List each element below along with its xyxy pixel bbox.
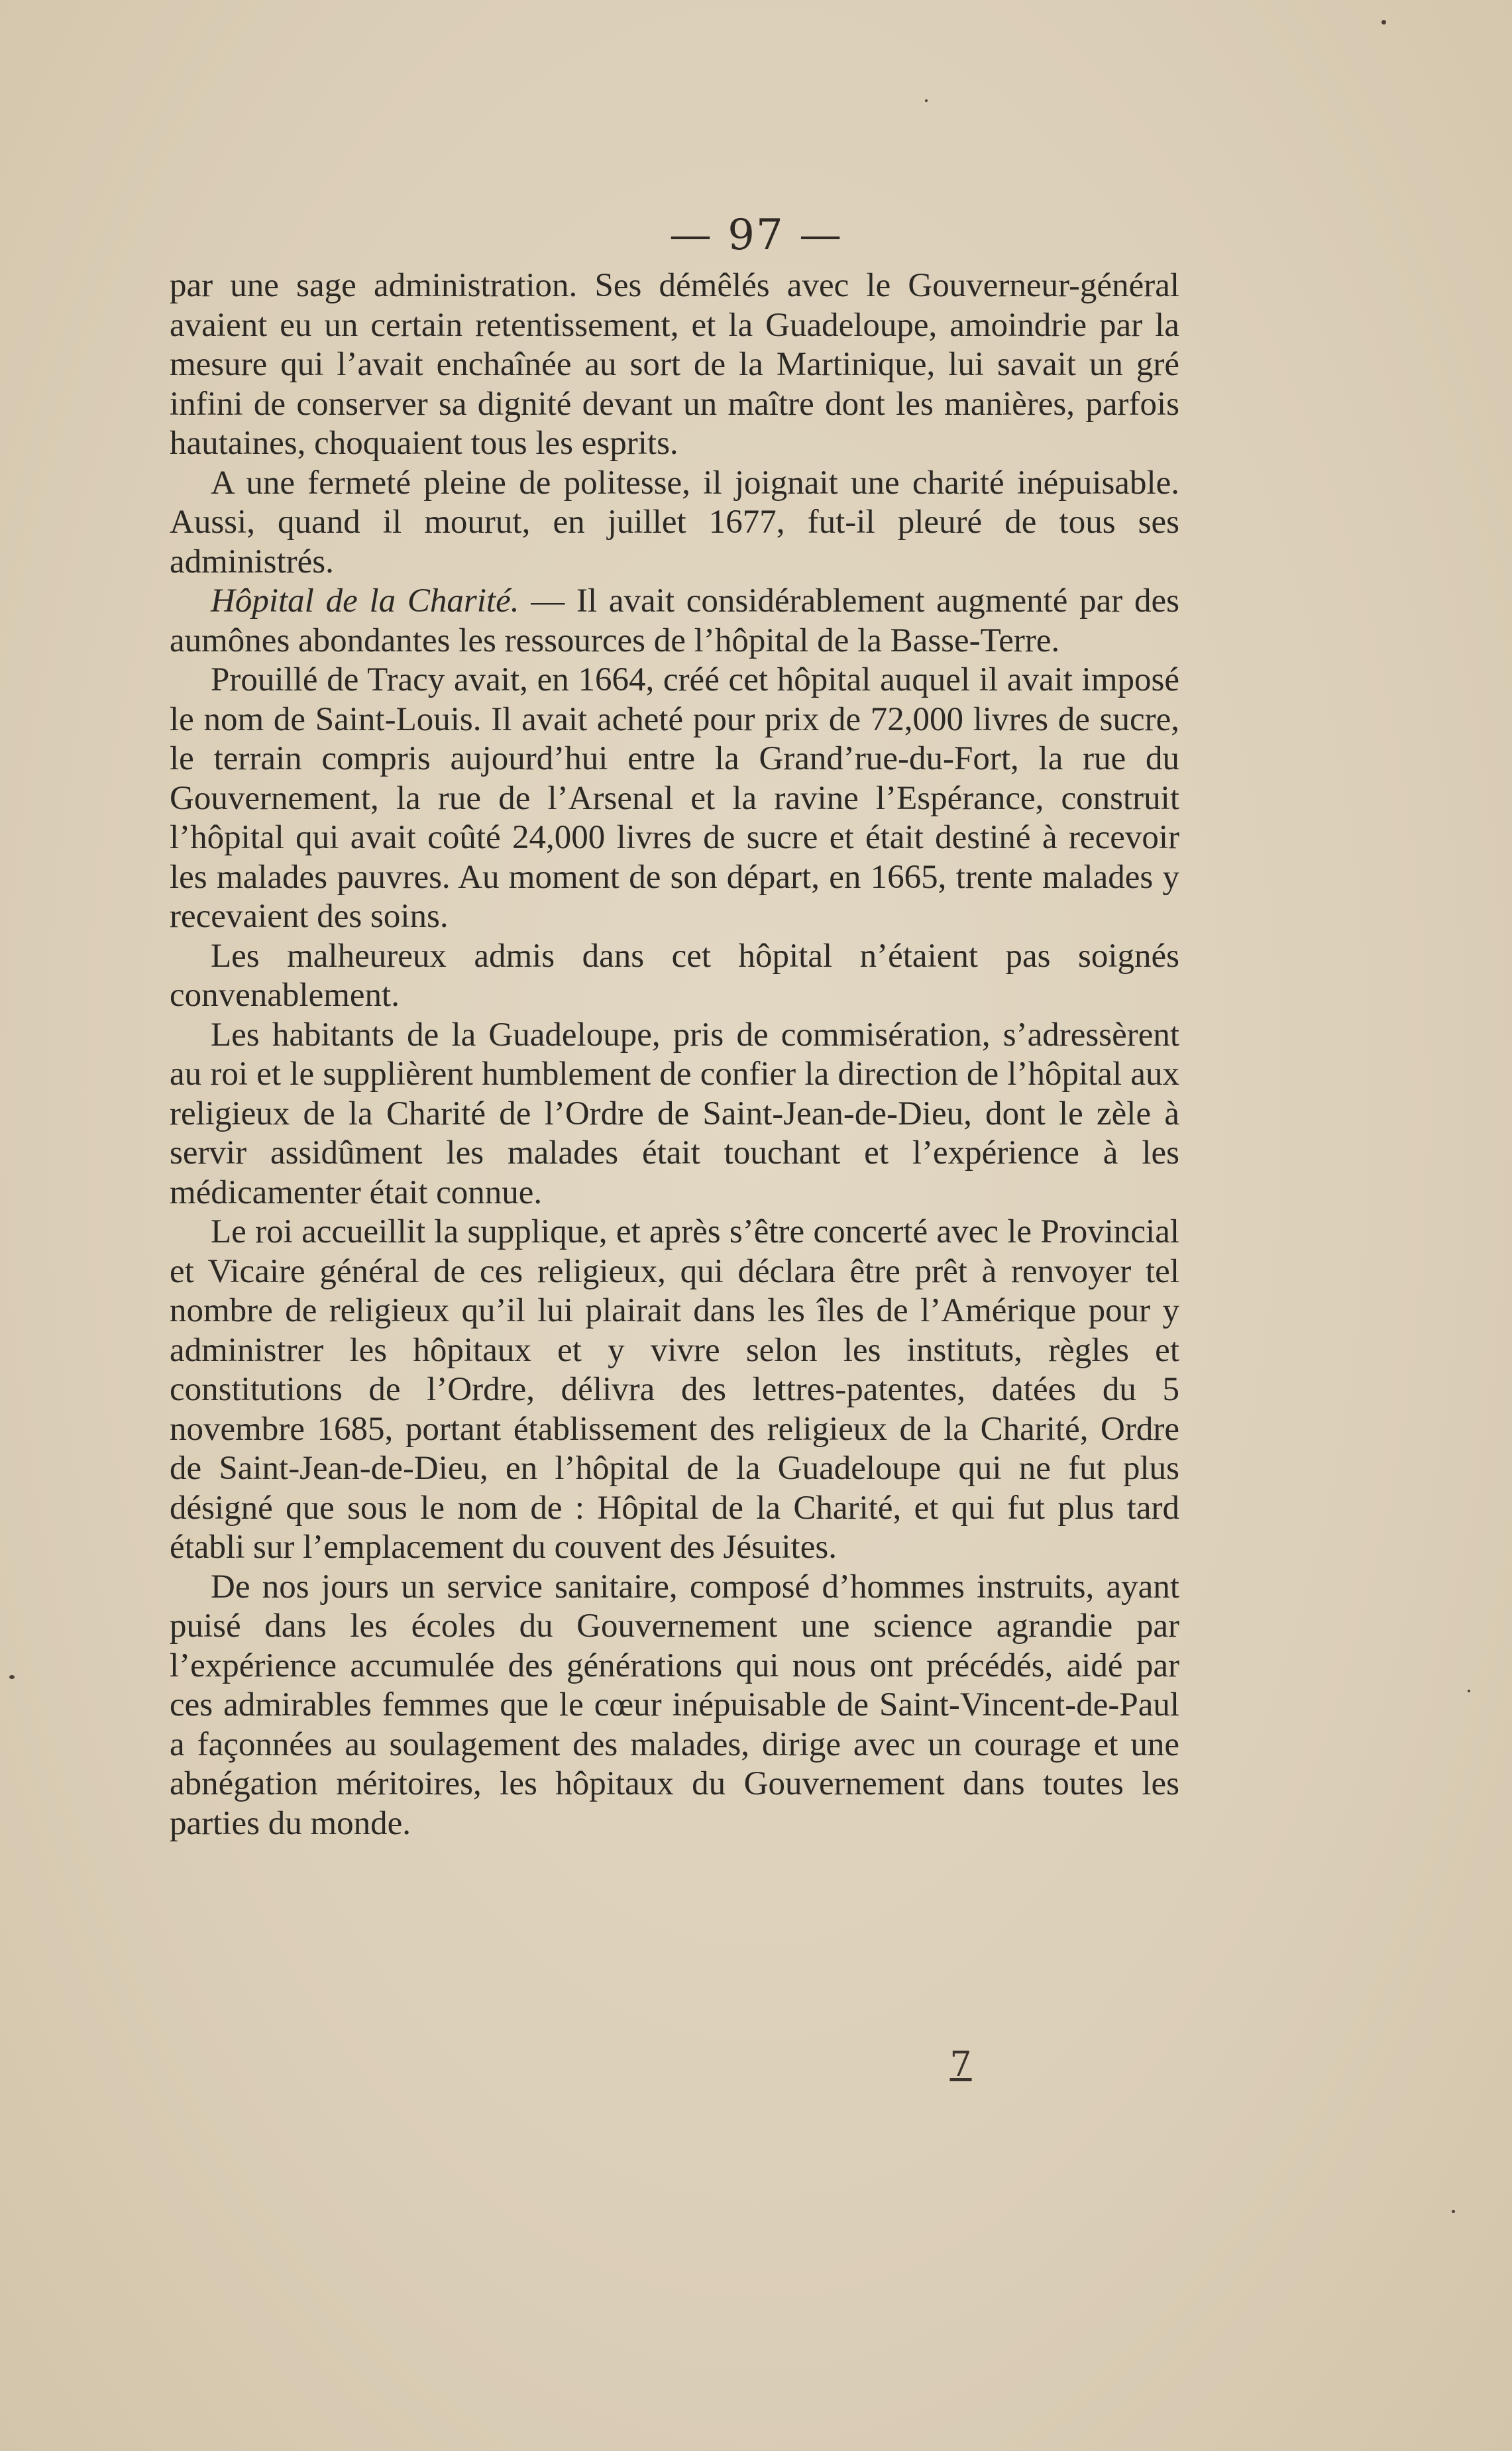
body-text [170, 266, 1179, 1843]
paper-speck [1468, 1690, 1470, 1692]
paragraph: A une fermeté pleine de politesse, il joignait une charité inépuisable. Aussi, quand il mourut, en juillet 1677, fut-il pleuré de tous ses administrés. [170, 464, 1179, 580]
paper-speck [9, 1675, 15, 1679]
paper-speck [925, 99, 928, 102]
paragraph-text: — Il avait considérablement augmenté par des aumônes abondantes les ressources de l’hôpital de la Basse-Terre. [170, 582, 1180, 659]
paragraph: Le roi accueillit la supplique, et après s’être concerté avec le Provincial et Vicaire général de ces religieux, qui déclara être prêt à renvoyer tel nombre de religieux qu’il lui plairait dans les îles de l’Amérique pour y administrer les hôpitaux et y vivre selon les instituts, règles et constitutions de l’Ordre, délivra des lettres-patentes, datées du 5 novembre 1685, portant établissement des religieux de la Charité, Ordre de Saint-Jean-de-Dieu, en l’hôpital de la Guadeloupe qui ne fut plus désigné que sous le nom de : Hôpital de la Charité, et qui fut plus tard établi sur l’emplacement du couvent des Jésuites. [170, 1213, 1179, 1566]
paragraph: Les malheureux admis dans cet hôpital n’étaient pas soignés convenablement. [170, 937, 1179, 1014]
paragraph: Prouillé de Tracy avait, en 1664, créé cet hôpital auquel il avait imposé le nom de Saint-Louis. Il avait acheté pour prix de 72,000 livres de sucre, le terrain compris aujourd’hui entre la Grand’rue-du-Fort, la rue du Gouvernement, la rue de l’Arsenal et la ravine l’Espérance, construit l’hôpital qui avait coûté 24,000 livres de sucre et était destiné à recevoir les malades pauvres. Au moment de son départ, en 1665, trente malades y recevaient des soins. [170, 661, 1179, 935]
section-heading: Hôpital de la Charité. [211, 582, 519, 620]
paragraph [170, 582, 1179, 661]
paper-speck [1452, 2210, 1455, 2213]
paragraph: par une sage administration. Ses démêlés avec le Gouverneur-général avaient eu un certain retentissement, et la Guadeloupe, amoindrie par la mesure qui l’avait enchaînée au sort de la Martinique, lui savait un gré infini de conserver sa dignité devant un maître dont les manières, parfois hautaines, choquaient tous les esprits. [170, 267, 1179, 462]
signature-mark: 7 [949, 2045, 972, 2085]
paragraph: Les habitants de la Guadeloupe, pris de commisération, s’adressèrent au roi et le supplièrent humblement de confier la direction de l’hôpital aux religieux de la Charité de l’Ordre de Saint-Jean-de-Dieu, dont le zèle à servir assidûment les malades était touchant et l’expérience à les médicamenter était connue. [170, 1016, 1179, 1211]
paragraph: De nos jours un service sanitaire, composé d’hommes instruits, ayant puisé dans les écoles du Gouvernement une science agrandie par l’expérience accumulée des générations qui nous ont précédés, aidé par ces admirables femmes que le cœur inépuisable de Saint-Vincent-de-Paul a façonnées au soulagement des malades, dirige avec un courage et une abnégation méritoires, les hôpitaux du Gouvernement dans toutes les parties du monde. [170, 1568, 1179, 1842]
paper-speck [1381, 20, 1386, 25]
page-number: — 97 — [669, 211, 843, 260]
